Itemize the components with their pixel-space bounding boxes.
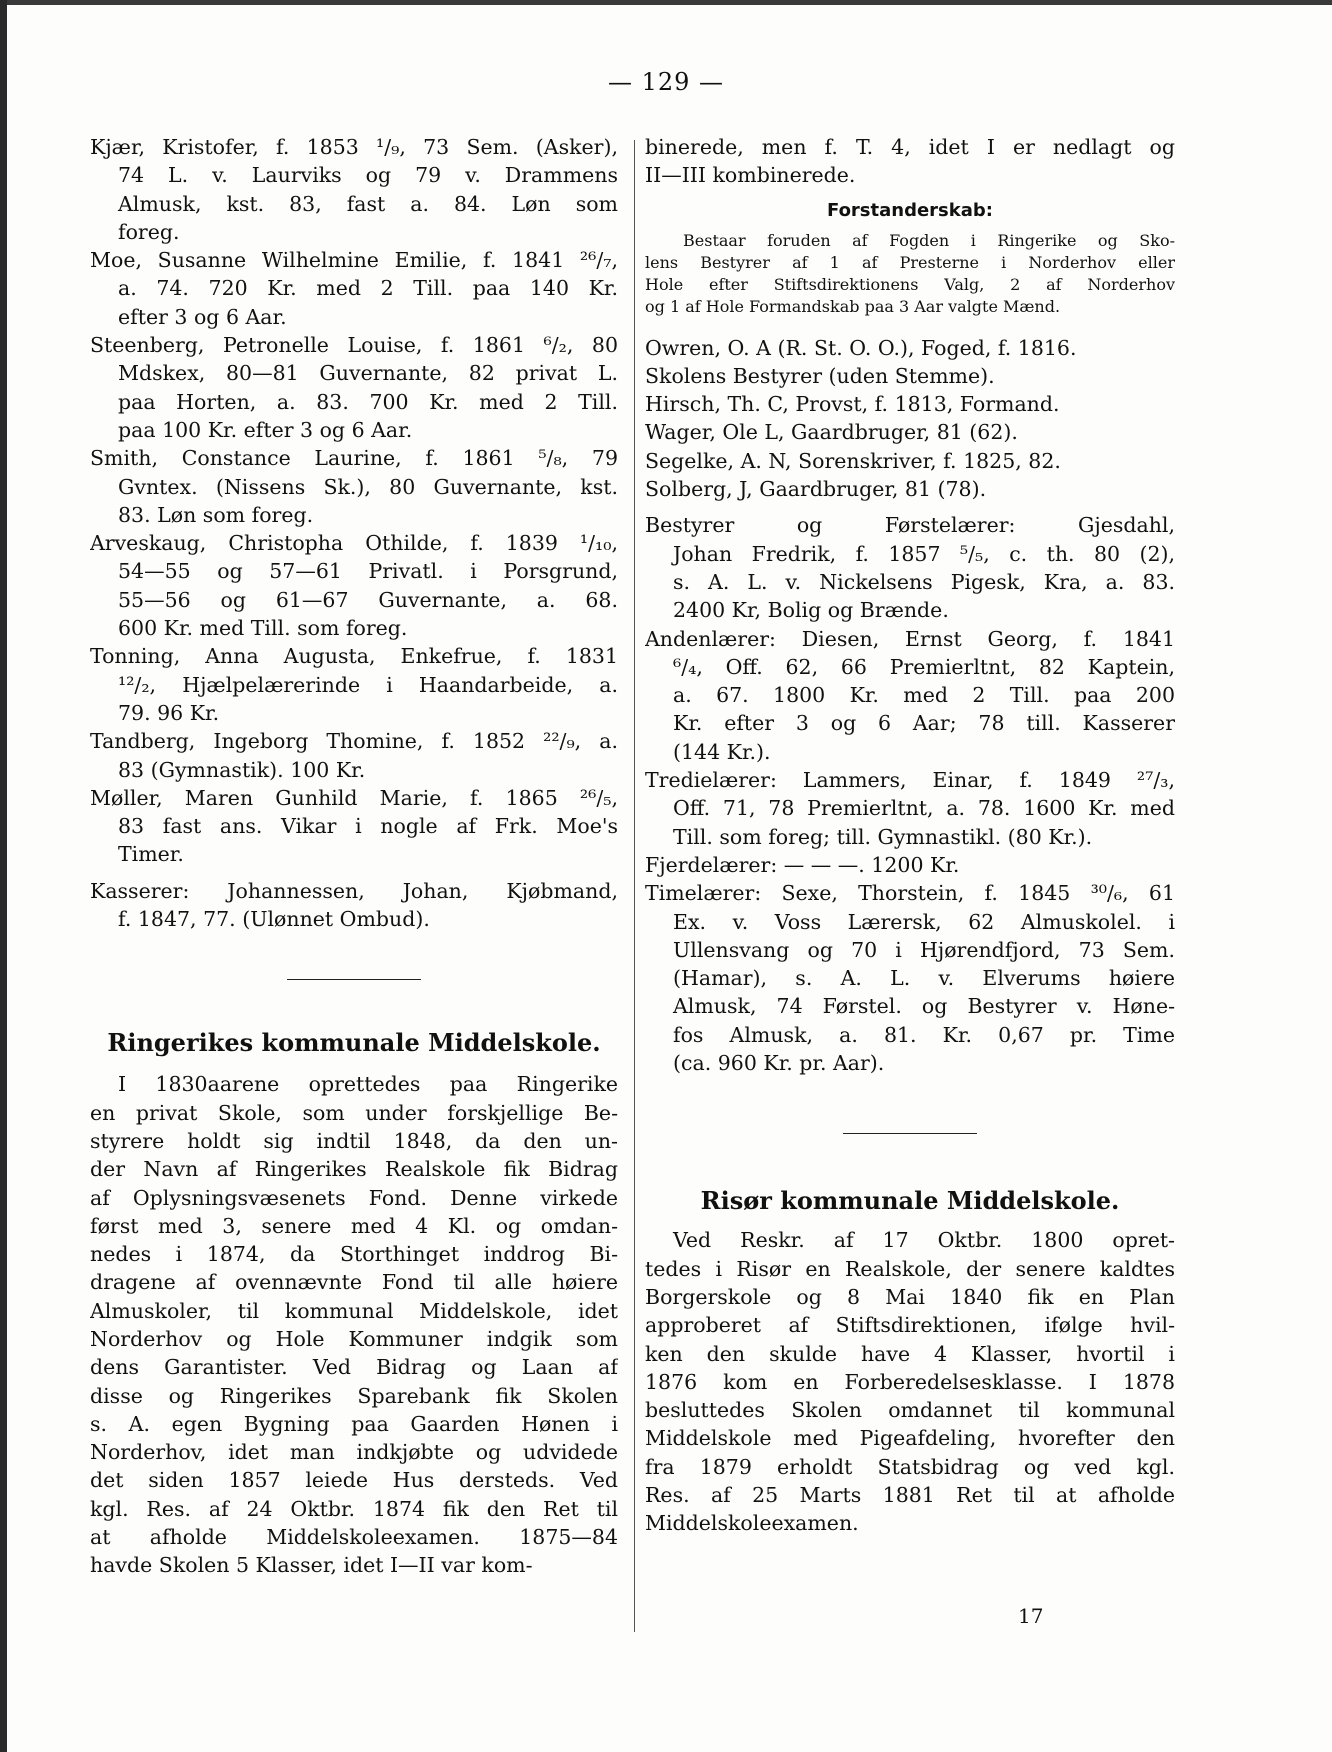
entry-line: 83. Løn som foreg. <box>118 502 314 527</box>
paragraph-line: dens Garantister. Ved Bidrag og Laan af <box>90 1355 618 1380</box>
paragraph-line: Ved Reskr. af 17 Oktbr. 1800 opret- <box>673 1228 1175 1253</box>
entry-line: Tandberg, Ingeborg Thomine, f. 1852 ²²/₉, a. <box>90 729 618 754</box>
paragraph-line: havde Skolen 5 Klasser, idet I—II var kom- <box>90 1553 533 1578</box>
paragraph-line: Almuskoler, til kommunal Middelskole, idet <box>90 1298 618 1323</box>
entry-line: 83 (Gymnastik). 100 Kr. <box>118 757 366 782</box>
continued-paragraph <box>645 133 1175 190</box>
paragraph-line: Res. af 25 Marts 1881 Ret til at afholde <box>645 1482 1175 1507</box>
entry-line: Tonning, Anna Augusta, Enkefrue, f. 1831 <box>90 644 618 669</box>
entry-line: paa 100 Kr. efter 3 og 6 Aar. <box>118 417 413 442</box>
forstanderskab-description <box>645 230 1175 318</box>
entry-line: 83 fast ans. Vikar i nogle af Frk. Moe's <box>118 814 618 839</box>
small-text-line: og 1 af Hole Formandskab paa 3 Aar valgte Mænd. <box>645 296 1061 316</box>
entry-line: Almusk, kst. 83, fast a. 84. Løn som <box>118 191 618 216</box>
entry-line: efter 3 og 6 Aar. <box>118 304 287 329</box>
kasserer-line: f. 1847, 77. (Ulønnet Ombud). <box>118 907 430 932</box>
entry-line: Kjær, Kristofer, f. 1853 ¹/₉, 73 Sem. (Asker), <box>90 135 618 159</box>
staff-entries <box>645 511 1175 1077</box>
left-column <box>90 133 618 1580</box>
entry-line: Bestyrer og Førstelærer: Gjesdahl, <box>645 513 1175 538</box>
forstanderskab-heading: Forstanderskab: <box>827 199 993 221</box>
paragraph-line: II—III kombinerede. <box>645 163 856 188</box>
entry-line: 79. 96 Kr. <box>118 700 220 725</box>
entry-line: 55—56 og 61—67 Guvernante, a. 68. <box>118 587 618 612</box>
small-text-line: Bestaar foruden af Fogden i Ringerike og Sko- <box>683 230 1175 250</box>
paragraph-line: 1876 kom en Forberedelsesklasse. I 1878 <box>645 1369 1175 1394</box>
entry-line: Timer. <box>118 842 184 867</box>
paragraph-line: tedes i Risør en Realskole, der senere kaldtes <box>645 1256 1175 1281</box>
member-line: Hirsch, Th. C, Provst, f. 1813, Formand. <box>645 392 1060 417</box>
entry-line: Steenberg, Petronelle Louise, f. 1861 ⁶/₂, 80 <box>90 333 618 358</box>
entry-line: Ullensvang og 70 i Hjørendfjord, 73 Sem. <box>673 937 1175 962</box>
right-column <box>645 133 1175 1538</box>
entry-line: a. 74. 720 Kr. med 2 Till. paa 140 Kr. <box>118 276 618 301</box>
entry-line: Mdskex, 80—81 Guvernante, 82 privat L. <box>118 361 618 386</box>
scan-edge-left <box>0 0 7 1752</box>
entry-line: Arveskaug, Christopha Othilde, f. 1839 ¹/₁₀, <box>90 531 618 556</box>
paragraph-line: ken den skulde have 4 Klasser, hvortil i <box>645 1341 1175 1366</box>
entry-line: 2400 Kr, Bolig og Brænde. <box>673 598 949 623</box>
paragraph-line: Middelskole med Pigeafdeling, hvorefter den <box>645 1426 1175 1451</box>
paragraph-line: approberet af Stiftsdirektionen, ifølge hvil- <box>645 1313 1175 1338</box>
member-line: Wager, Ole L, Gaardbruger, 81 (62). <box>645 420 1018 445</box>
signature-mark: 17 <box>1018 1604 1044 1628</box>
paragraph-line: Borgerskole og 8 Mai 1840 fik en Plan <box>645 1284 1175 1309</box>
forstanderskab-members <box>645 334 1175 504</box>
paragraph-line: dragene af ovennævnte Fond til alle høiere <box>90 1270 618 1295</box>
section-heading: Risør kommunale Middelskole. <box>700 1186 1120 1216</box>
entry-line: ⁶/₄, Off. 62, 66 Premierltnt, 82 Kaptein, <box>673 654 1175 679</box>
entry-line: (Hamar), s. A. L. v. Elverums høiere <box>673 966 1175 991</box>
entry-line: Almusk, 74 Førstel. og Bestyrer v. Høne- <box>673 994 1175 1019</box>
entry-line: Andenlærer: Diesen, Ernst Georg, f. 1841 <box>645 626 1175 651</box>
entry-line: fos Almusk, a. 81. Kr. 0,67 pr. Time <box>673 1022 1175 1047</box>
entry-line: ¹²/₂, Hjælpelærerinde i Haandarbeide, a. <box>118 672 618 697</box>
entry-line: a. 67. 1800 Kr. med 2 Till. paa 200 <box>673 683 1175 708</box>
entry-line: (ca. 960 Kr. pr. Aar). <box>673 1051 885 1076</box>
paragraph-line: kgl. Res. af 24 Oktbr. 1874 fik den Ret til <box>90 1496 618 1521</box>
entry-line: 54—55 og 57—61 Privatl. i Porsgrund, <box>118 559 618 584</box>
section-paragraph <box>90 1070 618 1579</box>
page-number: — 129 — <box>607 68 725 96</box>
paragraph-line: binerede, men f. T. 4, idet I er nedlagt og <box>645 135 1175 159</box>
kasserer-entry <box>90 877 618 934</box>
paragraph-line: nedes i 1874, da Storthinget inddrog Bi- <box>90 1242 618 1267</box>
entry-line: Fjerdelærer: — — —. 1200 Kr. <box>645 852 960 877</box>
paragraph-line: styrere holdt sig indtil 1848, da den un- <box>90 1128 618 1153</box>
entry-line: Johan Fredrik, f. 1857 ⁵/₅, c. th. 80 (2), <box>673 541 1175 566</box>
entry-line: Gvntex. (Nissens Sk.), 80 Guvernante, kst. <box>118 474 618 499</box>
section-heading: Ringerikes kommunale Middelskole. <box>107 1028 601 1058</box>
entry-line: 74 L. v. Laurviks og 79 v. Drammens <box>118 163 618 188</box>
paragraph-line: en privat Skole, som under forskjellige Be- <box>90 1100 618 1125</box>
entry-line: paa Horten, a. 83. 700 Kr. med 2 Till. <box>118 389 618 414</box>
entry-line: Timelærer: Sexe, Thorstein, f. 1845 ³⁰/₆, 61 <box>645 881 1175 906</box>
entry-line: Kr. efter 3 og 6 Aar; 78 till. Kasserer <box>673 711 1175 736</box>
entry-line: Smith, Constance Laurine, f. 1861 ⁵/₈, 79 <box>90 446 618 471</box>
paragraph-line: Norderhov og Hole Kommuner indgik som <box>90 1326 618 1351</box>
scan-edge-top <box>0 0 1332 5</box>
paragraph-line: besluttedes Skolen omdannet til kommunal <box>645 1398 1175 1423</box>
member-line: Skolens Bestyrer (uden Stemme). <box>645 363 995 388</box>
paragraph-line: s. A. egen Bygning paa Gaarden Hønen i <box>90 1411 618 1436</box>
paragraph-line: Norderhov, idet man indkjøbte og udvidede <box>90 1440 618 1465</box>
entry-line: foreg. <box>118 219 180 244</box>
column-divider <box>634 140 635 1632</box>
paragraph-line: der Navn af Ringerikes Realskole fik Bidrag <box>90 1157 618 1182</box>
member-line: Solberg, J, Gaardbruger, 81 (78). <box>645 477 987 502</box>
paragraph-line: først med 3, senere med 4 Kl. og omdan- <box>90 1213 618 1238</box>
small-text-line: Hole efter Stiftsdirektionens Valg, 2 af Norderhov <box>645 274 1175 294</box>
entry-line: Off. 71, 78 Premierltnt, a. 78. 1600 Kr. med <box>673 796 1175 821</box>
entry-line: s. A. L. v. Nickelsens Pigesk, Kra, a. 83. <box>673 569 1175 594</box>
paragraph-line: af Oplysningsvæsenets Fond. Denne virkede <box>90 1185 618 1210</box>
entry-line: (144 Kr.). <box>673 739 771 764</box>
kasserer-line: Kasserer: Johannessen, Johan, Kjøbmand, <box>90 878 618 903</box>
entry-line: Till. som foreg; till. Gymnastikl. (80 Kr.). <box>673 824 1093 849</box>
paragraph-line: det siden 1857 leiede Hus dersteds. Ved <box>90 1468 618 1493</box>
member-line: Segelke, A. N, Sorenskriver, f. 1825, 82. <box>645 448 1061 473</box>
teacher-entries <box>90 133 618 869</box>
paragraph-line: fra 1879 erholdt Statsbidrag og ved kgl. <box>645 1454 1175 1479</box>
paragraph-line: Middelskoleexamen. <box>645 1511 859 1536</box>
entry-line: Moe, Susanne Wilhelmine Emilie, f. 1841 ²⁶/₇, <box>90 248 618 273</box>
entry-line: Ex. v. Voss Lærersk, 62 Almuskolel. i <box>673 909 1175 934</box>
small-text-line: lens Bestyrer af 1 af Presterne i Norderhov eller <box>645 252 1175 272</box>
entry-line: Tredielærer: Lammers, Einar, f. 1849 ²⁷/₃, <box>645 768 1175 793</box>
paragraph-line: disse og Ringerikes Sparebank fik Skolen <box>90 1383 618 1408</box>
entry-line: 600 Kr. med Till. som foreg. <box>118 616 408 641</box>
paragraph-line: I 1830aarene oprettedes paa Ringerike <box>118 1072 618 1097</box>
section-paragraph <box>645 1226 1175 1537</box>
entry-line: Møller, Maren Gunhild Marie, f. 1865 ²⁶/₅, <box>90 785 618 810</box>
paragraph-line: at afholde Middelskoleexamen. 1875—84 <box>90 1525 618 1550</box>
member-line: Owren, O. A (R. St. O. O.), Foged, f. 1816. <box>645 335 1077 360</box>
